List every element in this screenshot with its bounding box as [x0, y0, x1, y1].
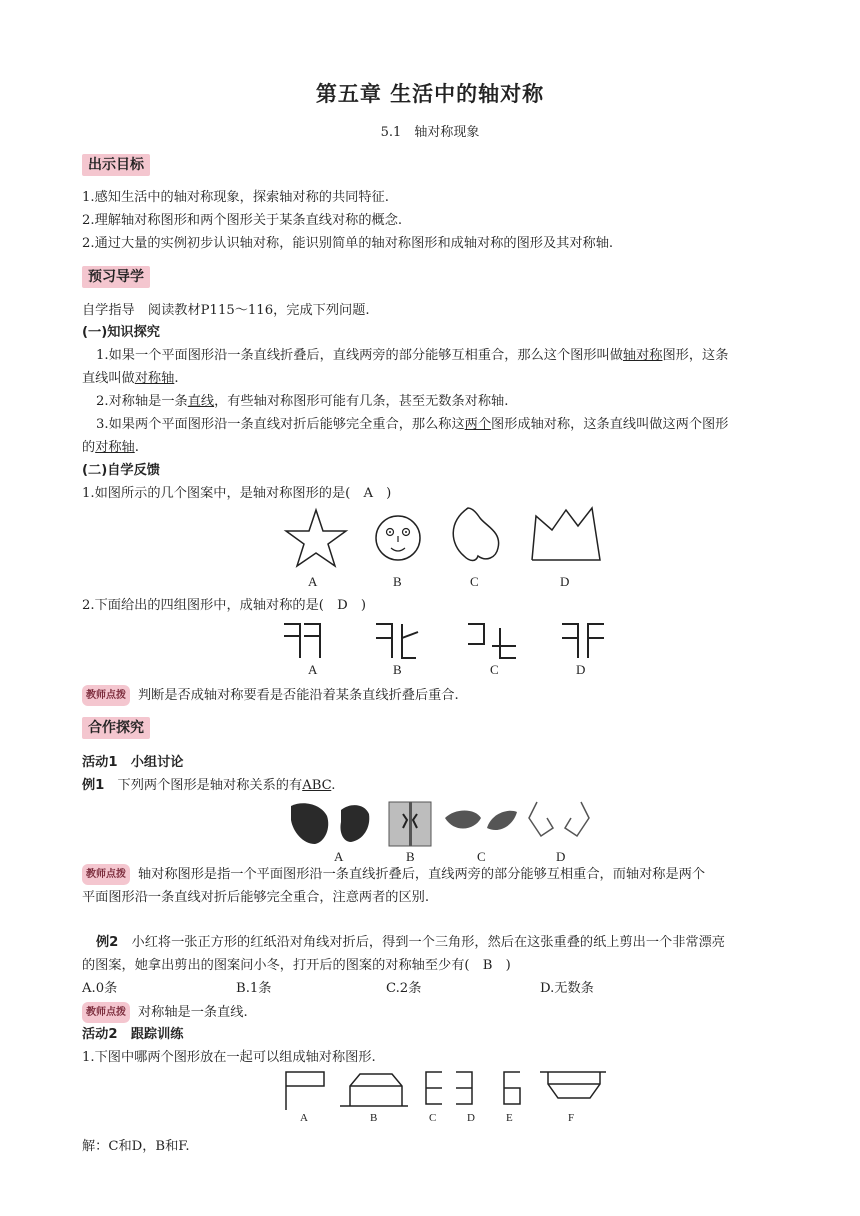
knowledge-item-3-cont: 的对称轴.: [82, 440, 139, 455]
ex1-figures: [285, 798, 605, 850]
example-2-cont: 的图案，她拿出剪出的图案问小冬，打开后的图案的对称轴至少有( B ): [82, 958, 511, 973]
q1-label: A: [308, 574, 318, 589]
shape-pair-d: [529, 802, 589, 836]
training-1: 1.下图中哪两个图形放在一起可以组成轴对称图形.: [82, 1050, 376, 1065]
pair-c-shape: [468, 624, 516, 658]
section-subtitle: 5.1 轴对称现象: [380, 125, 480, 140]
star-shape: [286, 510, 346, 566]
q2-figures: [280, 618, 620, 664]
option-c: C.2条: [386, 981, 422, 996]
question-1: 1.如图所示的几个图案中，是轴对称图形的是( A ): [82, 486, 392, 501]
ex1-label: A: [334, 849, 344, 864]
teacher-tip-3: 教师点拨 对称轴是一条直线.: [82, 1002, 812, 1023]
q2-label: A: [308, 662, 318, 677]
t1-label: F: [568, 1112, 575, 1124]
knowledge-item-1: 1.如果一个平面图形沿一条直线折叠后，直线两旁的部分能够互相重合，那么这个图形叫做轴对称图形，这条: [96, 348, 729, 363]
q1-label: C: [470, 574, 479, 589]
option-d: D.无数条: [540, 981, 594, 996]
q2-label: C: [490, 662, 499, 677]
question-2: 2.下面给出的四组图形中，成轴对称的是( D ): [82, 598, 367, 613]
pair-a-shape: [284, 624, 320, 658]
q1-label: B: [393, 574, 402, 589]
activity-2-heading: 活动2 跟踪训练: [82, 1027, 184, 1042]
self-study-guide: 自学指导 阅读教材P115～116，完成下列问题.: [82, 303, 370, 318]
pair-d-shape: [562, 624, 604, 658]
shape-a: [286, 1072, 324, 1110]
objectives-badge: 出示目标: [82, 154, 150, 176]
shape-d: [456, 1072, 472, 1104]
pair-b-shape: [376, 624, 418, 658]
q2-label: B: [393, 662, 402, 677]
paper-cut-image: [389, 802, 431, 846]
objective-item: 2.理解轴对称图形和两个图形关于某条直线对称的概念.: [82, 213, 403, 228]
leaf-pair-a-image: [291, 803, 369, 844]
shape-e: [504, 1072, 520, 1104]
smiley-face-shape: [376, 516, 420, 560]
knowledge-item-3: 3.如果两个平面图形沿一条直线对折后能够完全重合，那么称这两个图形成轴对称，这条直线叫做这两个图形: [96, 417, 729, 432]
option-b: B.1条: [236, 981, 272, 996]
teacher-tip-tag: 教师点拨: [82, 1002, 130, 1023]
leaf-shape: [453, 508, 498, 561]
shape-b: [340, 1074, 408, 1106]
preview-badge: 预习导学: [82, 266, 150, 288]
knowledge-item-2: 2.对称轴是一条直线，有些轴对称图形可能有几条，甚至无数条对称轴.: [96, 394, 509, 409]
teacher-tip-2: 教师点拨 轴对称图形是指一个平面图形沿一条直线折叠后，直线两旁的部分能够互相重合，而轴对称是两个: [82, 864, 812, 885]
ex1-label: C: [477, 849, 486, 864]
t1-label: E: [506, 1112, 513, 1124]
activity-1-heading: 活动1 小组讨论: [82, 755, 184, 770]
teacher-tip-2-cont: 平面图形沿一条直线对折后能够完全重合，注意两者的区别.: [82, 890, 430, 905]
q1-label: D: [560, 574, 570, 589]
teacher-tip-tag: 教师点拨: [82, 685, 130, 706]
t1-label: A: [300, 1112, 308, 1124]
shape-f: [540, 1072, 606, 1098]
knowledge-heading: (一)知识探究: [82, 325, 160, 340]
feedback-heading: (二)自学反馈: [82, 463, 160, 478]
answer: 解：C和D，B和F.: [82, 1139, 190, 1154]
coop-badge: 合作探究: [82, 717, 150, 739]
objective-item: 1.感知生活中的轴对称现象，探索轴对称的共同特征.: [82, 190, 389, 205]
chapter-title: 第五章 生活中的轴对称: [315, 82, 545, 106]
t1-label: B: [370, 1112, 378, 1124]
ex1-label: D: [556, 849, 566, 864]
example-1: 例1 下列两个图形是轴对称关系的有ABC.: [82, 778, 336, 793]
leaf-pair-c-image: [445, 811, 517, 831]
t1-figures: [280, 1066, 610, 1116]
t1-label: D: [467, 1112, 475, 1124]
ex1-label: B: [406, 849, 415, 864]
crown-shape: [532, 508, 600, 560]
q2-label: D: [576, 662, 586, 677]
teacher-tip-tag: 教师点拨: [82, 864, 130, 885]
teacher-tip-1: 教师点拨 判断是否成轴对称要看是否能沿着某条直线折叠后重合.: [82, 685, 812, 706]
knowledge-item-1-cont: 直线叫做对称轴.: [82, 371, 179, 386]
option-a: A.0条: [82, 981, 118, 996]
objective-item: 2.通过大量的实例初步认识轴对称，能识别简单的轴对称图形和成轴对称的图形及其对称轴.: [82, 236, 614, 251]
t1-label: C: [429, 1112, 437, 1124]
shape-c: [426, 1072, 442, 1104]
example-2: 例2 小红将一张正方形的红纸沿对角线对折后，得到一个三角形，然后在这张重叠的纸上剪出一个非常漂亮: [96, 935, 725, 950]
